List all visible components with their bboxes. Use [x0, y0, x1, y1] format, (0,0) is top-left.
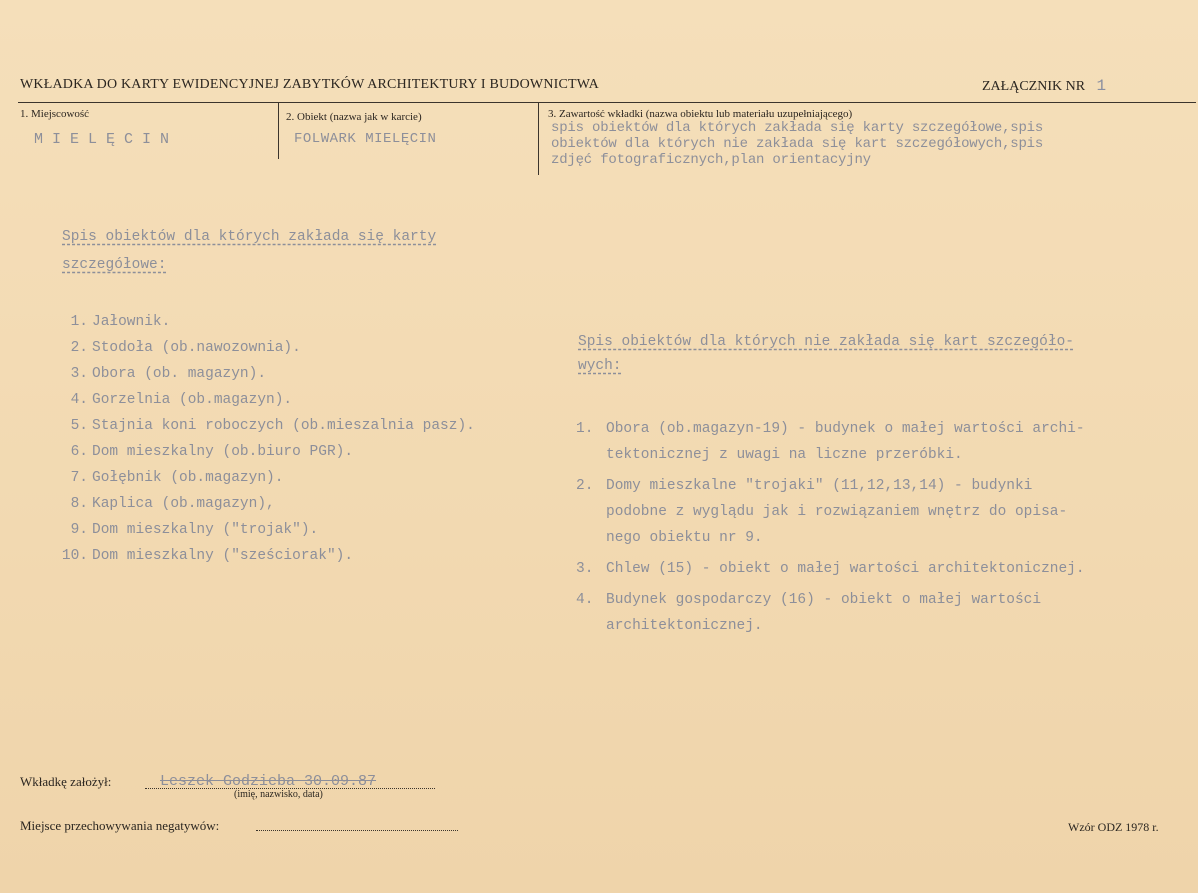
list-item-number: 6.	[70, 444, 88, 460]
list-item-text: Gołębnik (ob.magazyn).	[92, 470, 284, 486]
attachment-number-value: 1	[1096, 77, 1107, 95]
negatives-location-label: Miejsce przechowywania negatywów:	[20, 818, 220, 833]
list-item-number: 3.	[576, 561, 594, 577]
list-item	[44, 496, 475, 522]
list-item	[576, 416, 1186, 468]
list-item	[576, 587, 1186, 639]
header-rule	[18, 102, 1196, 103]
detailed-cards-list	[44, 314, 475, 574]
list-item-text: Chlew (15) - obiekt o małej wartości architektonicznej.	[606, 561, 1085, 577]
list-item	[44, 548, 475, 574]
list-item	[576, 473, 1186, 551]
list-item-number: 10.	[61, 548, 88, 564]
list-item-number: 1.	[576, 421, 594, 437]
list-item-text: Budynek gospodarczy (16) - obiekt o małej wartości architektonicznej.	[606, 592, 1042, 634]
list-item-text: Dom mieszkalny (ob.biuro PGR).	[92, 444, 354, 460]
list-item	[44, 314, 475, 340]
list-item-number: 5.	[70, 418, 88, 434]
list-item-text: Dom mieszkalny ("trojak").	[92, 522, 319, 538]
form-title: WKŁADKA DO KARTY EWIDENCYJNEJ ZABYTKÓW ARCHITEKTURY I BUDOWNICTWA	[20, 77, 599, 92]
attachment-number	[982, 77, 1106, 95]
negatives-location-line	[256, 830, 458, 831]
list-item-number: 8.	[70, 496, 88, 512]
no-cards-list	[576, 416, 1186, 644]
list-item	[44, 418, 475, 444]
list-item-number: 7.	[70, 470, 88, 486]
insert-created-value: Leszek Godzieba 30.09.87	[160, 773, 377, 790]
contents-label: 3. Zawartość wkładki (nazwa obiektu lub materiału uzupełniającego)	[548, 108, 853, 120]
list-item-text: Dom mieszkalny ("sześciorak").	[92, 548, 354, 564]
detailed-cards-list-title: Spis obiektów dla których zakłada się karty szczegółowe:	[62, 229, 437, 273]
list-item-text: Kaplica (ob.magazyn),	[92, 496, 275, 512]
list-item-number: 4.	[576, 592, 594, 608]
list-item	[44, 366, 475, 392]
locality-value: MIELĘCIN	[34, 131, 179, 148]
list-item-text: Obora (ob. magazyn).	[92, 366, 267, 382]
list-item-text: Stodoła (ob.nawozownia).	[92, 340, 301, 356]
list-item-text: Stajnia koni roboczych (ob.mieszalnia pasz).	[92, 418, 475, 434]
list-item-text: Domy mieszkalne "trojaki" (11,12,13,14) - budynki podobne z wyglądu jak i rozwiązaniem wnętrz do opisa- nego obiektu nr 9.	[606, 478, 1068, 546]
list-item	[576, 556, 1186, 582]
locality-label: 1. Miejscowość	[20, 108, 90, 120]
list-item-number: 2.	[70, 340, 88, 356]
object-label: 2. Obiekt (nazwa jak w karcie)	[286, 111, 422, 123]
insert-created-caption: (imię, nazwisko, data)	[234, 789, 323, 800]
list-item-number: 1.	[70, 314, 88, 330]
field-divider-1	[278, 103, 279, 159]
form-code: Wzór ODZ 1978 r.	[1068, 820, 1159, 834]
list-item-number: 9.	[70, 522, 88, 538]
list-item-text: Obora (ob.magazyn-19) - budynek o małej wartości archi- tektonicznej z uwagi na liczne przeróbki.	[606, 421, 1085, 463]
list-item	[44, 522, 475, 548]
list-item	[44, 444, 475, 470]
list-item-text: Jałownik.	[92, 314, 171, 330]
attachment-label: ZAŁĄCZNIK NR	[982, 79, 1086, 94]
object-value: FOLWARK MIELĘCIN	[294, 131, 437, 147]
list-item-number: 2.	[576, 478, 594, 494]
list-item-number: 3.	[70, 366, 88, 382]
insert-created-label: Wkładkę założył:	[20, 774, 112, 789]
list-item-text: Gorzelnia (ob.magazyn).	[92, 392, 293, 408]
list-item	[44, 470, 475, 496]
list-item-number: 4.	[70, 392, 88, 408]
list-item	[44, 340, 475, 366]
list-item	[44, 392, 475, 418]
contents-value: spis obiektów dla których zakłada się karty szczegółowe,spis obiektów dla których nie zakłada się kart szczegółowych,spis zdjęć fotograficznych,plan orientacyjny	[551, 120, 1044, 168]
no-cards-list-title: Spis obiektów dla których nie zakłada się kart szczegóło- wych:	[578, 334, 1074, 374]
field-divider-2	[538, 103, 539, 175]
